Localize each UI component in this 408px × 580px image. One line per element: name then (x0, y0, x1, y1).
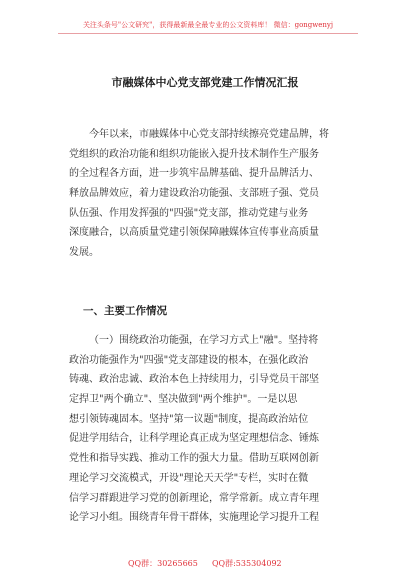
header-notice: 关注头条号"公文研究"，获得最新最全最专业的公文资料库！ 微信：gongwenyj (82, 21, 334, 29)
intro-line: 释放品牌效应，着力建设政治功能强、支部班子强、党员 (69, 188, 319, 200)
intro-line: 党组织的政治功能和组织功能嵌入提升技术制作生产服务 (69, 148, 319, 160)
document-title: 市融媒体中心党支部党建工作情况汇报 (111, 76, 299, 89)
section-line: 铸魂、政治忠诚、政治本色上持续用力，引导党员干部坚 (69, 374, 319, 386)
section-line: 理论学习交流模式，开设"理论天天学"专栏，实时在微 (69, 472, 309, 484)
section-line: 促进学用结合，让科学理论真正成为坚定理想信念、锤炼 (69, 433, 319, 445)
section-line: 信学习群跟进学习党的创新理论，常学常新。成立青年理 (69, 492, 319, 504)
section-line: 定捍卫"两个确立"、坚决做到"两个维护"。一是以思 (69, 394, 298, 406)
intro-line: 今年以来，市融媒体中心党支部持续擦亮党建品牌，将 (89, 129, 329, 140)
intro-line: 深度融合，以高质量党建引领保障融媒体宣传事业高质量 (69, 227, 319, 239)
section-line: 论学习小组。围绕青年骨干群体，实施理论学习提升工程 (69, 512, 319, 524)
section-line: 党性和指导实践、推动工作的强大力量。借助互联网创新 (69, 453, 319, 465)
footer-qq-group-1: QQ群：30265665 (128, 559, 198, 568)
section-line: 政治功能强作为"四强"党支部建设的根本，在强化政治 (69, 354, 309, 366)
section-line: 想引领铸魂固本。坚持"第一议题"制度，提高政治站位 (69, 413, 309, 425)
intro-line: 队伍强、作用发挥强的"四强"党支部，推动党建与业务 (69, 207, 309, 219)
intro-paragraph (69, 125, 345, 263)
footer-qq-group-2: QQ群:535304092 (212, 559, 282, 568)
footer (0, 558, 408, 572)
intro-line: 的全过程各方面，进一步筑牢品牌基础、提升品牌活力、 (69, 168, 319, 180)
header-divider (58, 33, 358, 34)
section-line: （一）围绕政治功能强，在学习方式上"融"。坚持将 (89, 335, 319, 346)
intro-line: 发展。 (69, 247, 99, 259)
section-heading: 一、主要工作情况 (83, 305, 167, 317)
section-paragraph (69, 331, 345, 528)
